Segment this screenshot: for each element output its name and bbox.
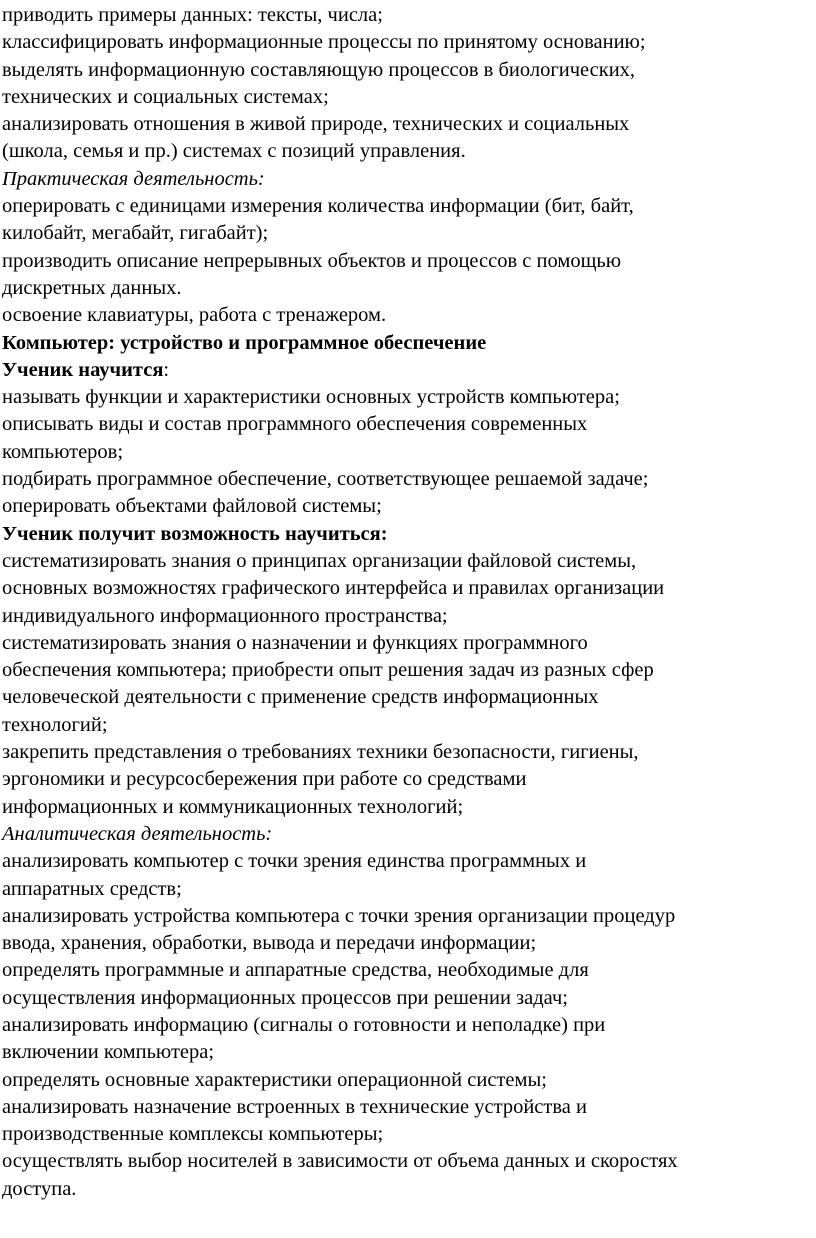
learner-will-learn-colon: : (163, 358, 170, 381)
text-line: анализировать отношения в живой природе, технических и социальных (2, 113, 630, 136)
text-line: анализировать компьютер с точки зрения единства программных и (2, 850, 587, 873)
text-line: называть функции и характеристики основных устройств компьютера; (2, 386, 620, 409)
text-line: обеспечения компьютера; приобрести опыт решения задач из разных сфер (2, 659, 654, 682)
text-line: выделять информационную составляющую процессов в биологических, (2, 58, 636, 81)
text-line: подбирать программное обеспечение, соответствующее решаемой задаче; (2, 468, 649, 491)
text-line: включении компьютера; (2, 1041, 215, 1064)
text-line: дискретных данных. (2, 276, 182, 299)
text-line: оперировать объектами файловой системы; (2, 495, 382, 518)
text-line: технических и социальных системах; (2, 85, 329, 108)
text-line: анализировать назначение встроенных в технические устройства и (2, 1095, 587, 1118)
text-line: компьютеров; (2, 440, 124, 463)
text-line: человеческой деятельности с применение средств информационных (2, 686, 599, 709)
text-line: ввода, хранения, обработки, вывода и передачи информации; (2, 932, 537, 955)
text-line: освоение клавиатуры, работа с тренажером. (2, 304, 387, 327)
text-line: основных возможностях графического интерфейса и правилах организации (2, 577, 665, 600)
text-line: доступа. (2, 1177, 77, 1200)
text-line: анализировать информацию (сигналы о готовности и неполадке) при (2, 1013, 606, 1036)
learner-opportunity-heading: Ученик получит возможность научиться: (2, 522, 388, 545)
section-heading-computer: Компьютер: устройство и программное обеспечение (2, 331, 487, 354)
text-line: индивидуального информационного пространства; (2, 604, 448, 627)
text-line: определять основные характеристики операционной системы; (2, 1068, 547, 1091)
section-subheading-practical: Практическая деятельность: (2, 167, 265, 190)
text-line: классифицировать информационные процессы по принятому основанию; (2, 31, 646, 54)
text-line: килобайт, мегабайт, гигабайт); (2, 222, 269, 245)
section-subheading-analytical: Аналитическая деятельность: (2, 822, 273, 845)
text-line: эргономики и ресурсосбережения при работе со средствами (2, 768, 527, 791)
text-line: приводить примеры данных: тексты, числа; (2, 4, 383, 26)
text-line: аппаратных средств; (2, 877, 182, 900)
text-line: анализировать устройства компьютера с точки зрения организации процедур (2, 904, 676, 927)
learner-will-learn-heading (2, 357, 816, 384)
text-line: информационных и коммуникационных технологий; (2, 795, 464, 818)
text-line: производственные комплексы компьютеры; (2, 1123, 384, 1146)
text-line: определять программные и аппаратные средства, необходимые для (2, 959, 589, 982)
text-line: осуществлять выбор носителей в зависимости от объема данных и скоростях (2, 1150, 678, 1173)
text-line: закрепить представления о требованиях техники безопасности, гигиены, (2, 741, 639, 764)
learner-will-learn-label: Ученик научится (2, 358, 164, 381)
text-line: систематизировать знания о назначении и функциях программного (2, 631, 588, 654)
text-line: (школа, семья и пр.) системах с позиций управления. (2, 140, 466, 163)
text-line: технологий; (2, 713, 108, 736)
text-line: оперировать с единицами измерения количества информации (бит, байт, (2, 195, 634, 218)
text-line: систематизировать знания о принципах организации файловой системы, (2, 549, 637, 572)
text-line: производить описание непрерывных объектов и процессов с помощью (2, 249, 622, 272)
text-line: осуществления информационных процессов при решении задач; (2, 986, 568, 1009)
text-line: описывать виды и состав программного обеспечения современных (2, 413, 588, 436)
